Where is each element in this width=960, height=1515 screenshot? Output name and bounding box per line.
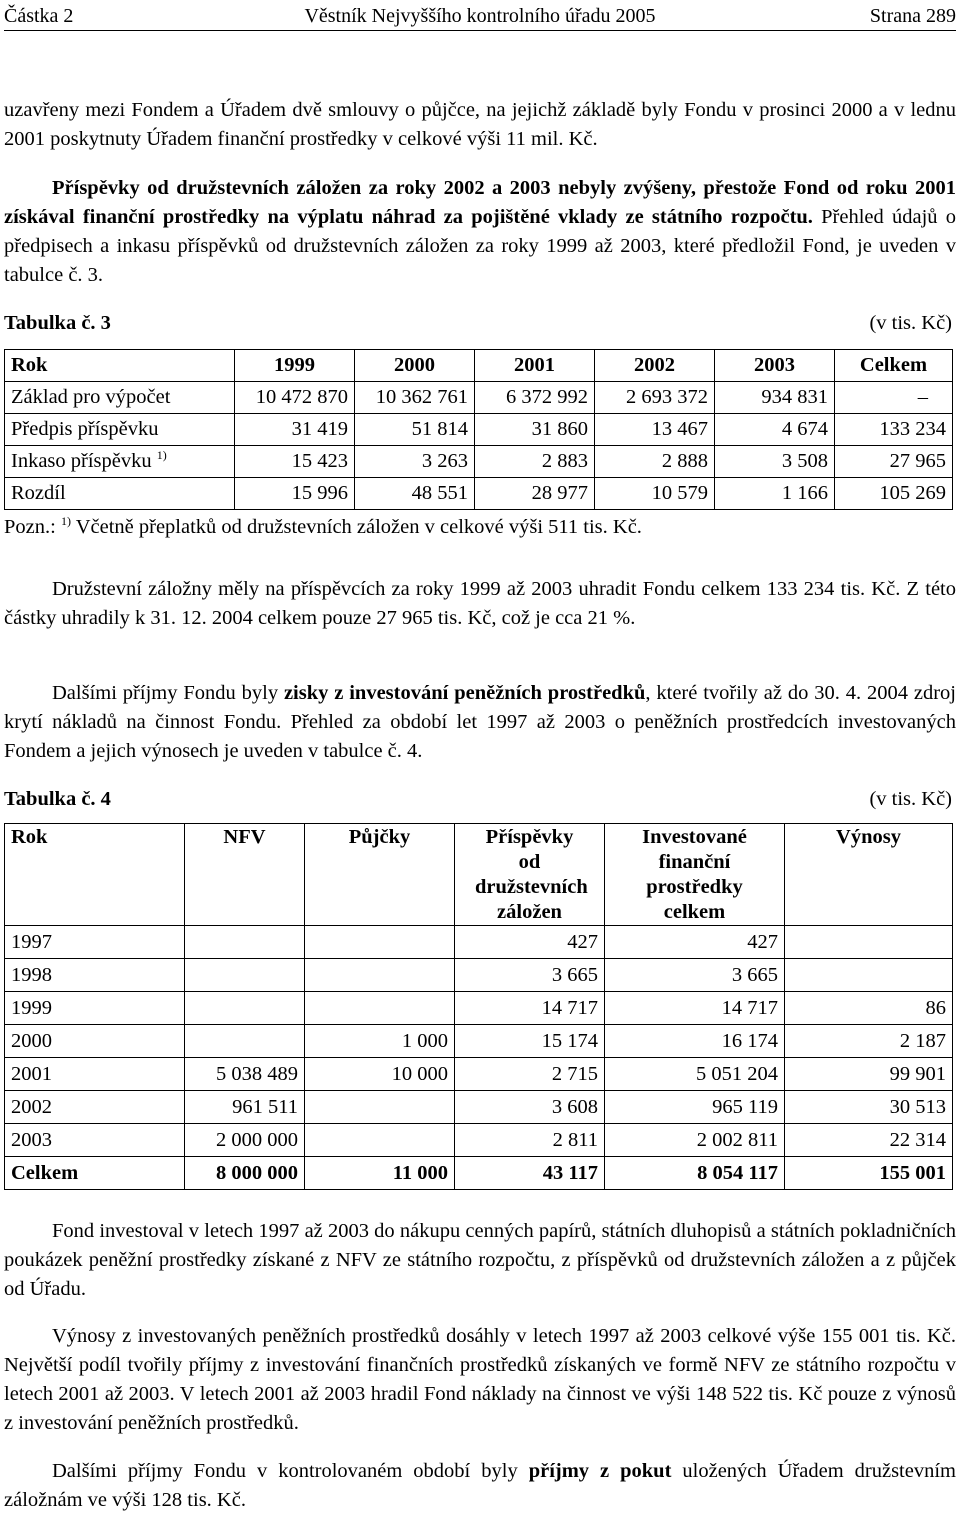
table-3-header-cell: 2001 [475, 350, 595, 382]
table-4-cell: 427 [605, 926, 785, 959]
row-label-superscript: 1) [156, 448, 167, 462]
page-header [4, 2, 956, 31]
table-4-year-cell: 2001 [5, 1058, 185, 1091]
table-4-cell [305, 1091, 455, 1124]
table-4-total-label: Celkem [5, 1157, 185, 1190]
table-3-cell: 3 263 [355, 446, 475, 478]
table-3-header-cell: 1999 [235, 350, 355, 382]
paragraph-2-bold: Příspěvky od družstevních záložen za roky 2002 a 2003 nebyly zvýšeny, přestože Fond od roku 2001 získával finanční prostředky na výplatu náhrad za pojištěné vklady ze státního rozpočtu. [4, 177, 956, 228]
table-3-row [5, 414, 953, 446]
table-3-header-cell: Rok [5, 350, 235, 382]
table-3-title: Tabulka č. 3 [4, 312, 111, 334]
table-3-cell: 6 372 992 [475, 382, 595, 414]
table-3-cell: 10 579 [595, 478, 715, 510]
table-3-row-label [5, 414, 235, 446]
table-4-year-cell: 2002 [5, 1091, 185, 1124]
table-4-total-cell: 43 117 [455, 1157, 605, 1190]
table-4-year-cell: 2003 [5, 1124, 185, 1157]
table-4-row [5, 926, 953, 959]
paragraph-2 [4, 174, 956, 290]
table-4-header-cell: Rok [5, 824, 185, 926]
paragraph-4 [4, 679, 956, 766]
table-3-cell: 31 419 [235, 414, 355, 446]
table-4-cell [785, 959, 953, 992]
table-4-cell [185, 926, 305, 959]
table-4-header-row [5, 824, 953, 926]
paragraph-5: Fond investoval v letech 1997 až 2003 do nákupu cenných papírů, státních dluhopisů a státních pokladničních poukázek peněžní prostředky získané z NFV ze státního rozpočtu, z příspěvků od družstevních záložen a z půjček od Úřadu. [4, 1220, 956, 1300]
table-4-cell: 965 119 [605, 1091, 785, 1124]
table-3-cell: 15 996 [235, 478, 355, 510]
table-4-cell [305, 926, 455, 959]
table-4-cell: 5 051 204 [605, 1058, 785, 1091]
table-4-cell: 15 174 [455, 1025, 605, 1058]
table-3-caption [4, 309, 952, 338]
table-4-total-cell: 8 054 117 [605, 1157, 785, 1190]
table-4-year-cell: 1998 [5, 959, 185, 992]
table-3-header-cell: 2003 [715, 350, 835, 382]
table-4-year-cell: 1997 [5, 926, 185, 959]
table-4-total-cell: 8 000 000 [185, 1157, 305, 1190]
table-4-total-cell: 155 001 [785, 1157, 953, 1190]
table-4-header-cell: Výnosy [785, 824, 953, 926]
table-4-row [5, 992, 953, 1025]
row-label-text: Předpis příspěvku [11, 418, 159, 440]
table-3-cell: 48 551 [355, 478, 475, 510]
table-4-cell [305, 959, 455, 992]
table-4-header-cell: Příspěvky od družstevních záložen [455, 824, 605, 926]
table-3-cell: 133 234 [835, 414, 953, 446]
note-superscript: 1) [60, 514, 71, 528]
table-4-total-row [5, 1157, 953, 1190]
row-label-text: Rozdíl [11, 482, 66, 504]
table-4-cell: 86 [785, 992, 953, 1025]
table-4 [4, 823, 953, 1190]
table-4-row [5, 1025, 953, 1058]
journal-title: Věstník Nejvyššího kontrolního úřadu 2005 [304, 4, 656, 27]
table-4-header-cell: Půjčky [305, 824, 455, 926]
table-3-cell: 2 883 [475, 446, 595, 478]
table-4-year-cell: 1999 [5, 992, 185, 1025]
table-4-cell [185, 992, 305, 1025]
table-4-cell: 3 608 [455, 1091, 605, 1124]
table-4-cell: 30 513 [785, 1091, 953, 1124]
paragraph-7-b: uložených Úřadem družstevním záložnám ve výši 128 tis. Kč. [4, 1460, 956, 1511]
table-4-cell: 14 717 [605, 992, 785, 1025]
table-4-row [5, 1058, 953, 1091]
table-4-cell: 22 314 [785, 1124, 953, 1157]
row-label-text: Základ pro výpočet [11, 386, 171, 408]
table-3-cell: 13 467 [595, 414, 715, 446]
table-3-cell: 31 860 [475, 414, 595, 446]
paragraph-1: uzavřeny mezi Fondem a Úřadem dvě smlouvy o půjčce, na jejichž základě byly Fondu v prosinci 2000 a v lednu 2001 poskytnuty Úřadem finanční prostředky v celkové výši 11 mil. Kč. [4, 99, 956, 150]
paragraph-4-bold: zisky z investování peněžních prostředků [283, 682, 646, 704]
table-4-cell: 961 511 [185, 1091, 305, 1124]
row-label-text: Inkaso příspěvku [11, 450, 152, 472]
table-3-cell: – [835, 382, 953, 414]
paragraph-3: Družstevní záložny měly na příspěvcích za roky 1999 až 2003 uhradit Fondu celkem 133 234 tis. Kč. Z této částky uhradily k 31. 12. 2004 celkem pouze 27 965 tis. Kč, což je cca 21 %. [4, 578, 956, 629]
table-3-cell: 4 674 [715, 414, 835, 446]
table-4-cell: 2 187 [785, 1025, 953, 1058]
table-4-cell: 2 811 [455, 1124, 605, 1157]
table-4-cell: 2 002 811 [605, 1124, 785, 1157]
paragraph-7-a: Dalšími příjmy Fondu v kontrolovaném období byly [52, 1460, 529, 1482]
paragraph-2-rest: Přehled údajů o předpisech a inkasu příspěvků od družstevních záložen za roky 1999 až 2003, které předložil Fond, je uveden v tabulce č. 3. [4, 206, 957, 286]
table-3-cell: 10 472 870 [235, 382, 355, 414]
table-4-cell: 99 901 [785, 1058, 953, 1091]
table-3-cell: 2 888 [595, 446, 715, 478]
table-3-cell: 3 508 [715, 446, 835, 478]
table-4-cell: 427 [455, 926, 605, 959]
paragraph-6: Výnosy z investovaných peněžních prostředků dosáhly v letech 1997 až 2003 celkové výše 155 001 tis. Kč. Největší podíl tvořily příjmy z investování finančních prostředků získaných ve formě NFV ze státního rozpočtu v letech 2001 až 2003. V letech 2001 až 2003 hradil Fond náklady na činnost ve výši 148 522 tis. Kč pouze z výnosů z investování peněžních prostředků. [4, 1325, 956, 1434]
paragraph-7 [4, 1457, 956, 1515]
table-4-caption [4, 785, 952, 814]
paragraph-4-b: , které tvořily až do 30. 4. 2004 zdroj krytí nákladů na činnost Fondu. Přehled za období let 1997 až 2003 o peněžních prostředcích investovaných Fondem a jejich výnosech je uveden v tabulce č. 4. [4, 682, 956, 762]
table-3-header-row [5, 350, 953, 382]
page-number: Strana 289 [869, 4, 956, 27]
table-3-cell: 27 965 [835, 446, 953, 478]
table-4-cell [185, 959, 305, 992]
table-3-header-cell: Celkem [835, 350, 953, 382]
table-4-cell [305, 992, 455, 1025]
table-4-total-cell: 11 000 [305, 1157, 455, 1190]
paragraph-4-a: Dalšími příjmy Fondu byly [52, 682, 284, 704]
table-3-row [5, 478, 953, 510]
table-3-header-cell: 2002 [595, 350, 715, 382]
table-4-cell: 2 000 000 [185, 1124, 305, 1157]
table-3-row-label [5, 478, 235, 510]
issue-number: Částka 2 [4, 4, 74, 27]
table-3-row [5, 446, 953, 478]
table-3-cell: 105 269 [835, 478, 953, 510]
table-3-row [5, 382, 953, 414]
table-3-cell: 15 423 [235, 446, 355, 478]
table-3-cell: 10 362 761 [355, 382, 475, 414]
table-4-header-cell: NFV [185, 824, 305, 926]
table-3-note [4, 513, 956, 542]
table-3 [4, 349, 953, 510]
table-3-cell: 28 977 [475, 478, 595, 510]
paragraph-7-bold: příjmy z pokut [528, 1460, 672, 1482]
table-4-cell: 10 000 [305, 1058, 455, 1091]
note-prefix: Pozn.: [4, 516, 61, 538]
table-4-cell: 2 715 [455, 1058, 605, 1091]
table-3-row-label [5, 446, 235, 478]
table-4-cell: 3 665 [455, 959, 605, 992]
table-3-cell: 934 831 [715, 382, 835, 414]
table-4-cell: 5 038 489 [185, 1058, 305, 1091]
table-4-title: Tabulka č. 4 [4, 788, 111, 810]
table-4-row [5, 1124, 953, 1157]
table-4-cell: 14 717 [455, 992, 605, 1025]
note-text: Včetně přeplatků od družstevních záložen v celkové výši 511 tis. Kč. [70, 516, 642, 538]
table-3-cell: 1 166 [715, 478, 835, 510]
table-4-cell [785, 926, 953, 959]
table-4-year-cell: 2000 [5, 1025, 185, 1058]
table-4-cell: 1 000 [305, 1025, 455, 1058]
table-4-cell: 16 174 [605, 1025, 785, 1058]
table-3-row-label [5, 382, 235, 414]
table-4-row [5, 1091, 953, 1124]
table-4-header-cell: Investované finanční prostředky celkem [605, 824, 785, 926]
table-4-unit: (v tis. Kč) [869, 788, 952, 810]
table-4-cell [305, 1124, 455, 1157]
table-4-row [5, 959, 953, 992]
table-4-cell: 3 665 [605, 959, 785, 992]
table-3-unit: (v tis. Kč) [869, 312, 952, 334]
table-3-cell: 51 814 [355, 414, 475, 446]
table-3-header-cell: 2000 [355, 350, 475, 382]
table-4-cell [185, 1025, 305, 1058]
table-3-cell: 2 693 372 [595, 382, 715, 414]
